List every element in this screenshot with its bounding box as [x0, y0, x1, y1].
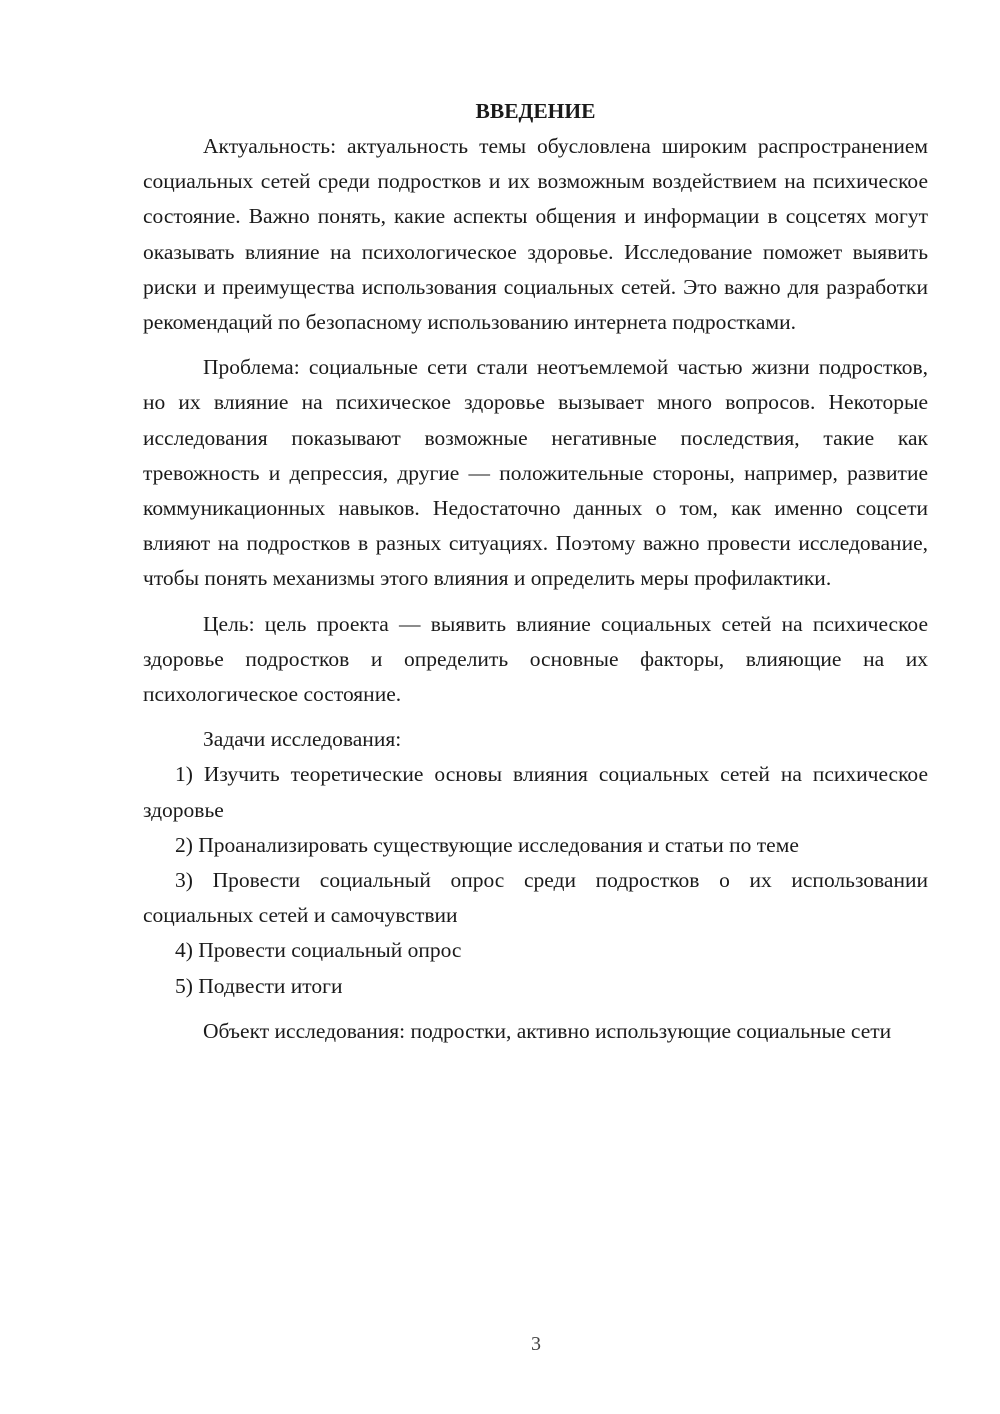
task-item-3: 3) Провести социальный опрос среди подростков о их использовании социальных сетей и самочувствии [143, 868, 928, 928]
paragraph-problem: Проблема: социальные сети стали неотъемлемой частью жизни подростков, но их влияние на психическое здоровье вызывает много вопросов. Некоторые исследования показывают возможные негативные последствия, такие как тревожность и депрессия, другие — положительные стороны, например, развитие коммуникационных навыков. Недостаточно данных о том, как именно соцсети влияют на подростков в разных ситуациях. Поэтому важно провести исследование, чтобы понять механизмы этого влияния и определить меры профилактики. [143, 355, 928, 591]
paragraph-object: Объект исследования: подростки, активно использующие социальные сети [203, 1018, 892, 1043]
task-item-2: 2) Проанализировать существующие исследования и статьи по теме [175, 832, 799, 857]
section-title: ВВЕДЕНИЕ [475, 99, 596, 123]
task-item-5: 5) Подвести итоги [175, 973, 343, 998]
paragraph-tasks-heading: Задачи исследования: [203, 727, 402, 752]
page-content [143, 94, 928, 1049]
paragraph-relevance: Актуальность: актуальность темы обусловлена широким распространением социальных сетей среди подростков и их возможным воздействием на психическое состояние. Важно понять, какие аспекты общения и информации в соцсетях могут оказывать влияние на психологическое здоровье. Исследование поможет выявить риски и преимущества использования социальных сетей. Это важно для разработки рекомендаций по безопасному использованию интернета подростками. [143, 134, 928, 335]
task-item-4: 4) Провести социальный опрос [175, 938, 462, 963]
paragraph-goal: Цель: цель проекта — выявить влияние социальных сетей на психическое здоровье подростков и определить основные факторы, влияющие на их психологическое состояние. [143, 611, 928, 707]
task-item-1: 1) Изучить теоретические основы влияния социальных сетей на психическое здоровье [143, 762, 928, 822]
page-number: 3 [531, 1333, 541, 1355]
